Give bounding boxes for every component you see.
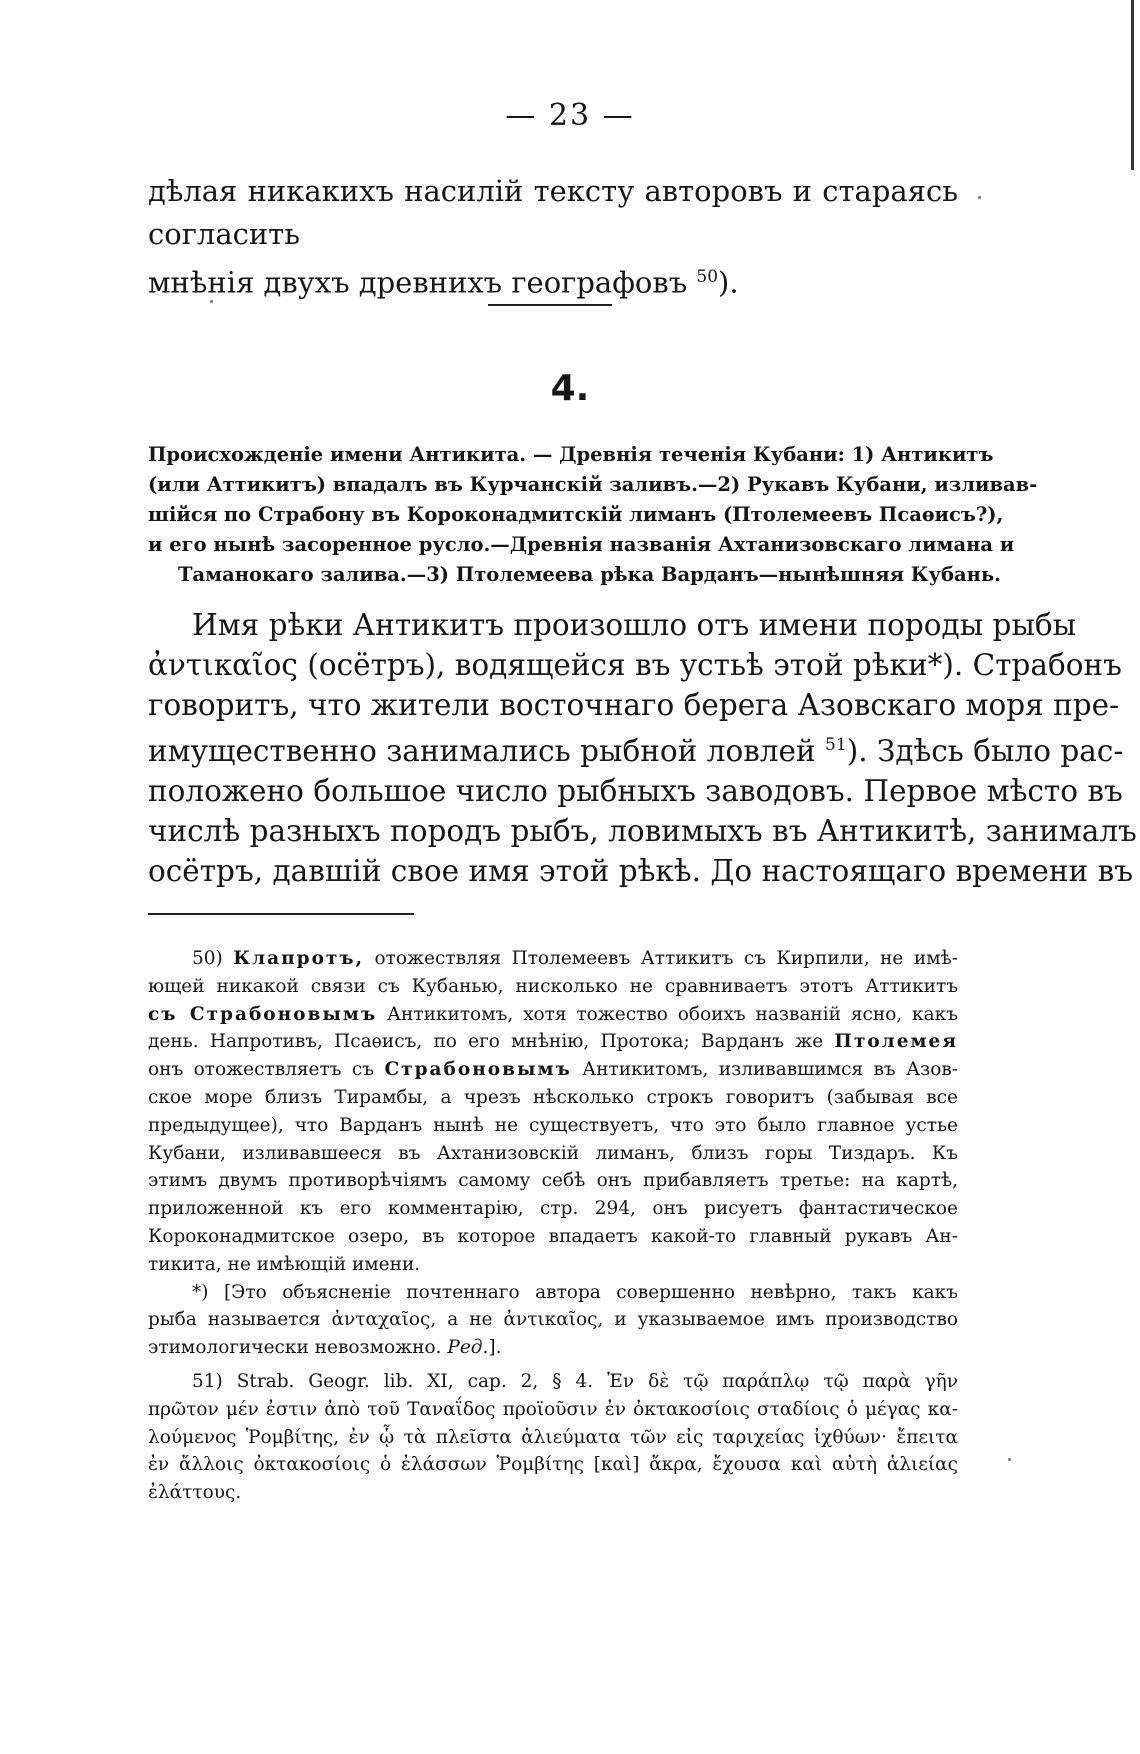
footnote-rule [148,913,414,915]
footnote-line: ющей никакой связи съ Кубанью, нисколько не сравниваетъ этотъ Аттикитъ [148,975,958,997]
text-line: имущественно занимались рыбной ловлей $^{51}$). Здѣсь было рас- [148,733,1124,768]
footnote-line: этимъ двумъ противорѣчіямъ самому себѣ онъ прибавляетъ третье: на картѣ, [148,1170,958,1192]
text-line: положено большое число рыбныхъ заводовъ. Первое мѣсто въ [148,773,1123,808]
summary-line: Происхожденіе имени Антикита. — Древнія теченія Кубани: 1) Антикитъ [148,443,994,466]
footnote-line: Кубани, изливавшееся въ Ахтанизовскій лиманъ, близъ горы Тиздаръ. Къ [148,1142,958,1164]
text-line: дѣлая никакихъ насилій тексту авторовъ и стараясь согласить [148,174,958,251]
footnote-line: приложенной къ его комментарію, стр. 294, онъ рисуетъ фантастическое [148,1198,958,1220]
footnotes [148,945,958,1507]
footnote-50 [148,945,958,1279]
footnote-star [148,1279,958,1362]
footnote-line: Короконадмитское озеро, въ которое впадаетъ какой-то главный рукавъ Ан- [148,1225,958,1247]
footnote-line: ἐν ἄλλοις ὀκτακοσίοις ὁ ἐλάσσων Ῥομβίτης [καὶ] ἄκρα, ἔχουσα καὶ αὐτὴ ἁλιείας [148,1454,958,1476]
page-number: — 23 — [505,98,635,133]
summary-line: Таманокаго залива.—3) Птолемеева рѣка Варданъ—нынѣшняя Кубань. [178,563,1001,586]
footnote-line: онъ отожествляетъ съ Страбоновымъ Антикитомъ, изливавшимся въ Азов- [148,1059,958,1081]
text-line: говоритъ, что жители восточнаго берега Азовскаго моря пре- [148,688,1120,722]
section-divider [488,304,612,306]
footnote-line: ἐλάττους. [148,1482,242,1504]
text-line: числѣ разныхъ породъ рыбъ, ловимыхъ въ Антикитѣ, занималъ [148,813,1137,848]
footnote-51 [148,1368,958,1507]
body-paragraph [148,605,1137,891]
section-number: 4. [550,368,590,409]
footnote-ref: 50 [696,267,719,287]
author-name: Клапротъ, [233,948,365,969]
footnote-line: πρῶτον μέν ἐστιν ἀπὸ τοῦ Ταναΐδος προϊοῦσιν ἐν ὀκτακοσίοις σταδίοις ὁ μέγας κα- [148,1398,958,1420]
print-speck [978,196,981,199]
footnote-ref: 51 [825,735,847,755]
text-line: ἀντικαῖος (осётръ), водящейся въ устьѣ этой рѣки*). Страбонъ [148,648,1122,682]
footnote-line: 51) Strab. Geogr. lib. XI, cap. 2, § 4. Ἐν δὲ τῷ παράπλῳ τῷ παρὰ γῆν [192,1370,958,1392]
footnote-line: *) [Это объясненіе почтеннаго автора совершенно невѣрно, такъ какъ [192,1281,958,1303]
footnote-line: день. Напротивъ, Псаѳисъ, по его мнѣнію, Протока; Варданъ же Птолемея [148,1031,958,1053]
text-line: мнѣнія двухъ древнихъ географовъ $^{50}$). [148,265,739,300]
summary-line: и его нынѣ засоренное русло.—Древнія названія Ахтанизовскаго лимана и [148,533,1015,556]
footnote-line: рыба называется ἀνταχαῖος, а не ἀντικαῖος, и указываемое имъ производство [148,1309,958,1331]
footnote-line: 50) Клапротъ, отожествляя Птолемеевъ Аттикитъ съ Кирпили, не имѣ- [192,948,958,969]
print-speck [1008,1458,1011,1461]
page-edge-line [1131,0,1134,170]
footnote-line: λούμενος Ῥομβίτης, ἐν ᾧ τὰ πλεῖστα ἁλιεύματα τῶν εἰς ταριχείας ἰχθύων· ἔπειτα [148,1426,958,1448]
footnote-line: тикита, не имѣющій имени. [148,1253,421,1275]
text-line: Имя рѣки Антикитъ произошло отъ имени породы рыбы [192,608,1077,642]
footnote-line: этимологически невозможно. Ред.]. [148,1337,502,1359]
section-summary [148,440,1038,590]
footnote-line: предыдущее), что Варданъ нынѣ не существуетъ, что это было главное устье [148,1114,958,1136]
summary-line: (или Аттикитъ) впадалъ въ Курчанскій заливъ.—2) Рукавъ Кубани, изливав- [148,473,1038,496]
continuation-paragraph [148,170,958,305]
summary-line: шійся по Страбону въ Короконадмитскій лиманъ (Птолемеевъ Псаѳисъ?), [148,503,1004,526]
footnote-line: съ Страбоновымъ Антикитомъ, хотя тожество обоихъ названій ясно, какъ [148,1003,958,1025]
text-line: осётръ, давшій свое имя этой рѣкѣ. До настоящаго времени въ [148,853,1133,888]
footnote-line: ское море близъ Тирамбы, а чрезъ нѣсколько строкъ говоритъ (забывая все [148,1086,958,1108]
